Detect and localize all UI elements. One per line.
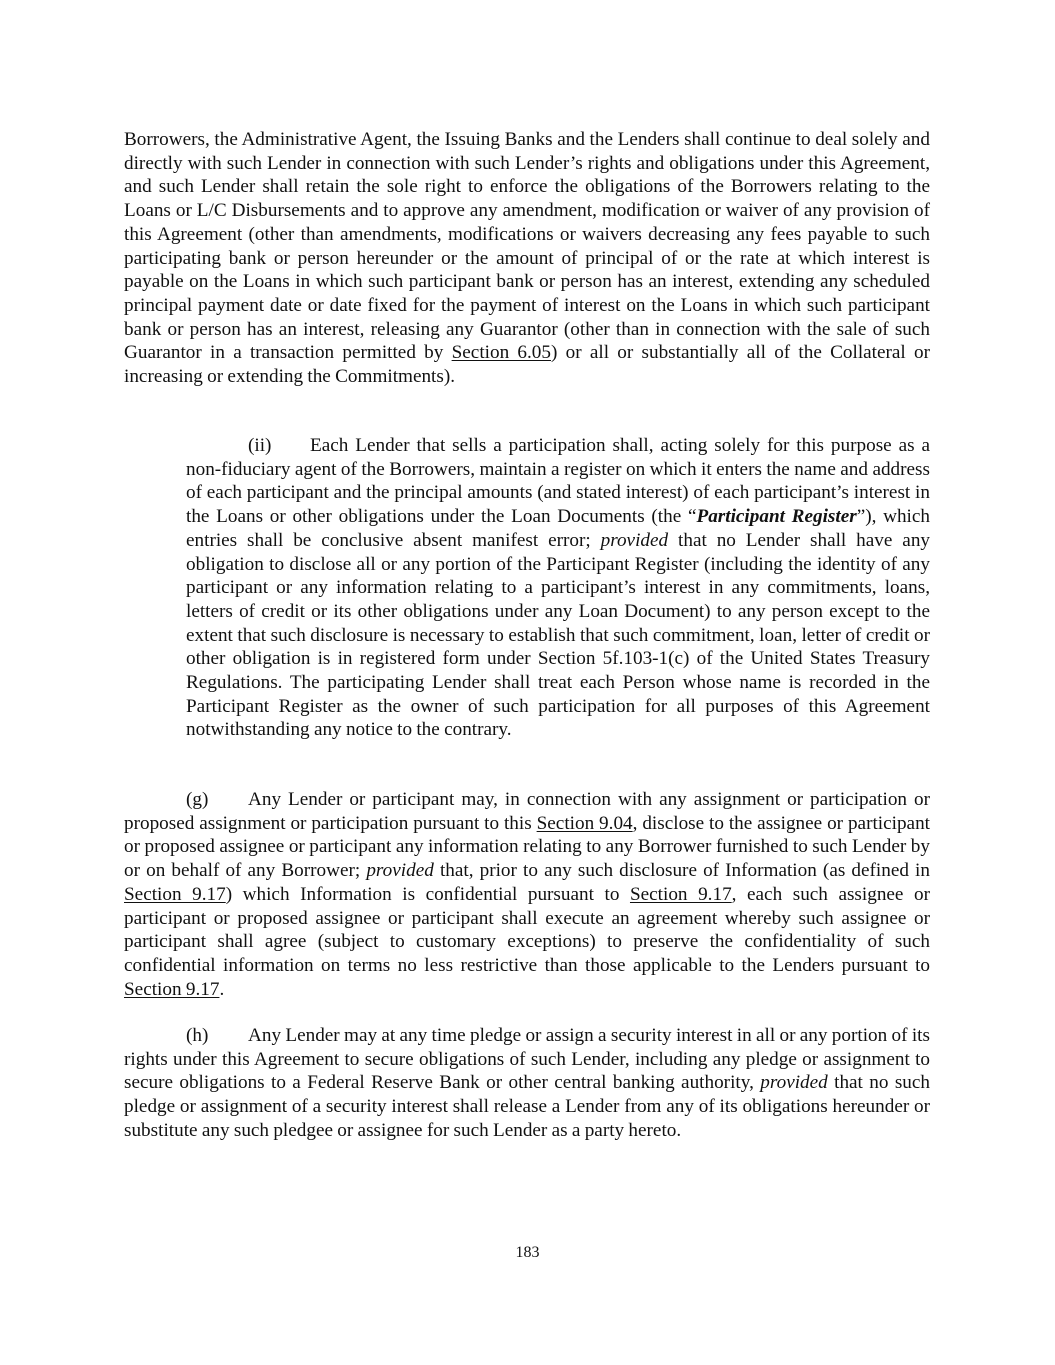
paragraph-h xyxy=(124,1024,930,1143)
paragraph-g-text-1: Any Lender or participant may, in connection with any assignment or participation or proposed assignment or participation pursuant to this xyxy=(124,789,930,834)
paragraph-ii-text-3: that no Lender shall have any obligation to disclose all or any portion of the Participant Register (including the identity of any participant or any information relating to a participant’s interest in any commitments, loans, letters of credit or its other obligations under any Loan Document) to any person except to the extent that such disclosure is necessary to establish that such commitment, loan, letter of credit or other obligation is in registered form under Section 5f.103-1(c) of the United States Treasury Regulations. The participating Lender shall treat each Person whose name is recorded in the Participant Register as the owner of such participation for all purposes of this Agreement notwithstanding any notice to the contrary. xyxy=(186,529,931,741)
paragraph-g-text-6: . xyxy=(219,978,225,1000)
paragraph-h-provided: provided xyxy=(760,1072,828,1094)
section-6-05-reference: Section 6.05 xyxy=(451,342,551,364)
section-9-17-reference-2: Section 9.17 xyxy=(629,883,732,905)
paragraph-g xyxy=(124,788,930,1001)
paragraph-g-enumerator: (g) xyxy=(186,789,209,810)
paragraph-ii-provided: provided xyxy=(600,529,669,551)
section-9-04-reference: Section 9.04 xyxy=(536,812,633,834)
paragraph-ii-text-1: Each Lender that sells a participation shall, acting solely for this purpose as a non-fiduciary agent of the Borrowers, maintain a register on which it enters the name and address of each participant and the principal amounts (and stated interest) of each participant’s interest in the Loans or other obligations under the Loan Documents (the “ xyxy=(186,435,930,528)
paragraph-h-text-2: that no such pledge or assignment of a security interest shall release a Lender from any of its obligations hereunder or substitute any such pledgee or assignee for such Lender as a party hereto. xyxy=(124,1072,930,1141)
paragraph-g-text-5: , each such assignee or participant or proposed assignee or participant shall execute an agreement whereby such assignee or participant shall agree (subject to customary exceptions) to preserve the confidentiality of such confidential information on terms no less restrictive than those applicable to the Lenders pursuant to xyxy=(124,883,930,976)
section-9-17-reference-3: Section 9.17 xyxy=(124,978,220,1000)
continuation-text-1: Borrowers, the Administrative Agent, the Issuing Banks and the Lenders shall continue to deal solely and directly with such Lender in connection with such Lender’s rights and obligations under this Agreement, and such Lender shall retain the sole right to enforce the obligations of the Borrowers relating to the Loans or L/C Disbursements and to approve any amendment, modification or waiver of any provision of this Agreement (other than amendments, modifications or waivers decreasing any fees payable to such participating bank or person hereunder or the amount of principal of or the rate at which interest is payable on the Loans in which such participant bank or person has an interest, extending any scheduled principal payment date or date fixed for the payment of interest on the Loans in which such participant bank or person has an interest, releasing any Guarantor (other than in connection with the sale of such Guarantor in a transaction permitted by xyxy=(124,129,930,364)
paragraph-ii-enumerator: (ii) xyxy=(248,435,272,456)
continuation-text-2: ) or all or substantially all of the Collateral or increasing or extending the Commitments). xyxy=(124,342,930,388)
paragraph-ii-text-2: ”), which entries shall be conclusive absent manifest error; xyxy=(186,506,930,551)
paragraph-g-text-4: ) which Information is confidential pursuant to xyxy=(225,883,630,905)
continuation-paragraph xyxy=(124,128,930,389)
page-number: 183 xyxy=(515,1244,540,1261)
paragraph-ii xyxy=(186,434,930,742)
paragraph-h-enumerator: (h) xyxy=(186,1025,209,1046)
paragraph-g-text-3: that, prior to any such disclosure of Information (as defined in xyxy=(433,860,930,882)
paragraph-h-text-1: Any Lender may at any time pledge or assign a security interest in all or any portion of its rights under this Agreement to secure obligations of such Lender, including any pledge or assignment to secure obligations to a Federal Reserve Bank or other central banking authority, xyxy=(124,1025,930,1094)
paragraph-g-provided: provided xyxy=(366,860,434,882)
participant-register-defined-term: Participant Register xyxy=(696,506,857,528)
section-9-17-reference-1: Section 9.17 xyxy=(124,883,226,905)
paragraph-g-text-2: , disclose to the assignee or participant or proposed assignee or participant any information relating to any Borrower furnished to such Lender by or on behalf of any Borrower; xyxy=(124,812,930,882)
